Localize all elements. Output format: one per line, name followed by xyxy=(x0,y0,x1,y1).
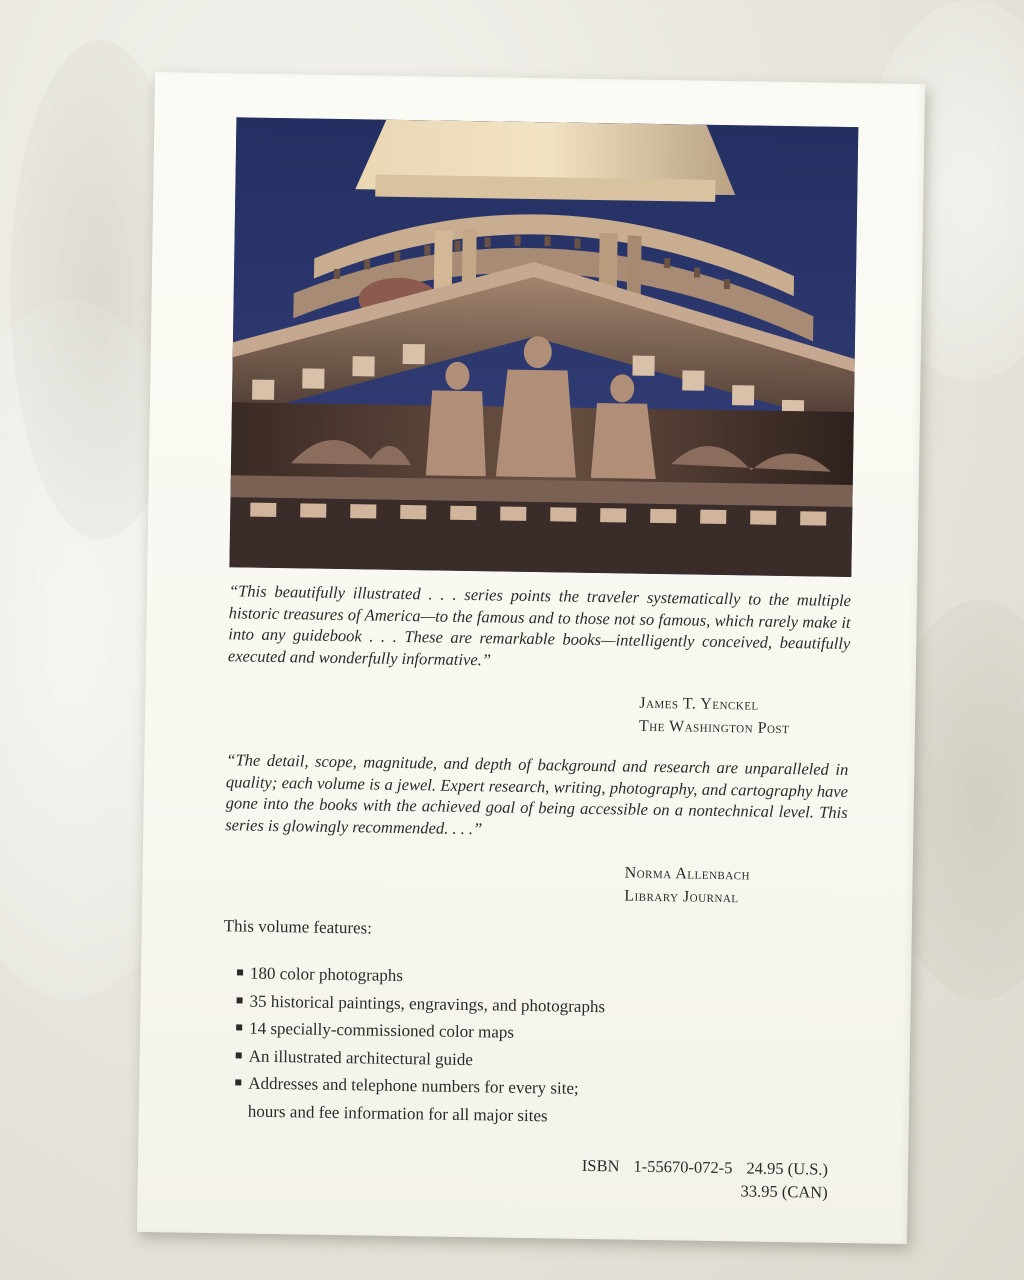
bullet-icon xyxy=(236,1024,242,1030)
price-can: 33.95 (CAN) xyxy=(740,1181,828,1202)
bullet-icon xyxy=(237,997,243,1003)
feature-item: 180 color photographs xyxy=(237,959,606,992)
bullet-icon xyxy=(235,1079,241,1085)
feature-item: 14 specially-commissioned color maps xyxy=(236,1014,605,1047)
bullet-icon xyxy=(237,969,243,975)
cover-photo-capitol-dome xyxy=(229,117,858,577)
review-source-1: The Washington Post xyxy=(638,717,790,738)
feature-item: 35 historical paintings, engravings, and photographs xyxy=(236,987,605,1020)
isbn-line xyxy=(582,1154,829,1181)
review-source-2: Library Journal xyxy=(624,887,739,907)
review-quote-1: “This beautifully illustrated . . . series points the traveler systematically to the multiple historic treasures of America—to the famous and to those not so famous, which rarely make it into any guidebook . . . These are remarkable books—intelligently conceived, beautifully executed and wonderfully informative.” xyxy=(227,581,852,669)
isbn-number: 1-55670-072-5 xyxy=(633,1156,733,1178)
price-us: 24.95 (U.S.) xyxy=(746,1158,829,1179)
isbn-label: ISBN xyxy=(581,1155,620,1176)
review-author-2: Norma Allenbach xyxy=(624,864,751,884)
review-author-1: James T. Yenckel xyxy=(639,694,759,714)
bullet-icon xyxy=(236,1052,242,1058)
book-back-cover xyxy=(137,72,925,1244)
feature-item: An illustrated architectural guide xyxy=(236,1042,605,1075)
features-list xyxy=(235,959,606,1130)
review-attribution-1 xyxy=(639,692,790,740)
review-attribution-2 xyxy=(624,861,750,909)
feature-item: Addresses and telephone numbers for every site; hours and fee information for all major sites xyxy=(235,1069,604,1130)
price-block xyxy=(581,1154,828,1204)
features-heading: This volume features: xyxy=(223,916,373,938)
review-quote-2: “The detail, scope, magnitude, and depth of background and research are unparalleled in quality; each volume is a jewel. Expert research, writing, photography, and cartography have gone into the books with the achieved goal of being accessible on a nontechnical level. This series is glowingly recommended. . . .” xyxy=(225,750,849,838)
